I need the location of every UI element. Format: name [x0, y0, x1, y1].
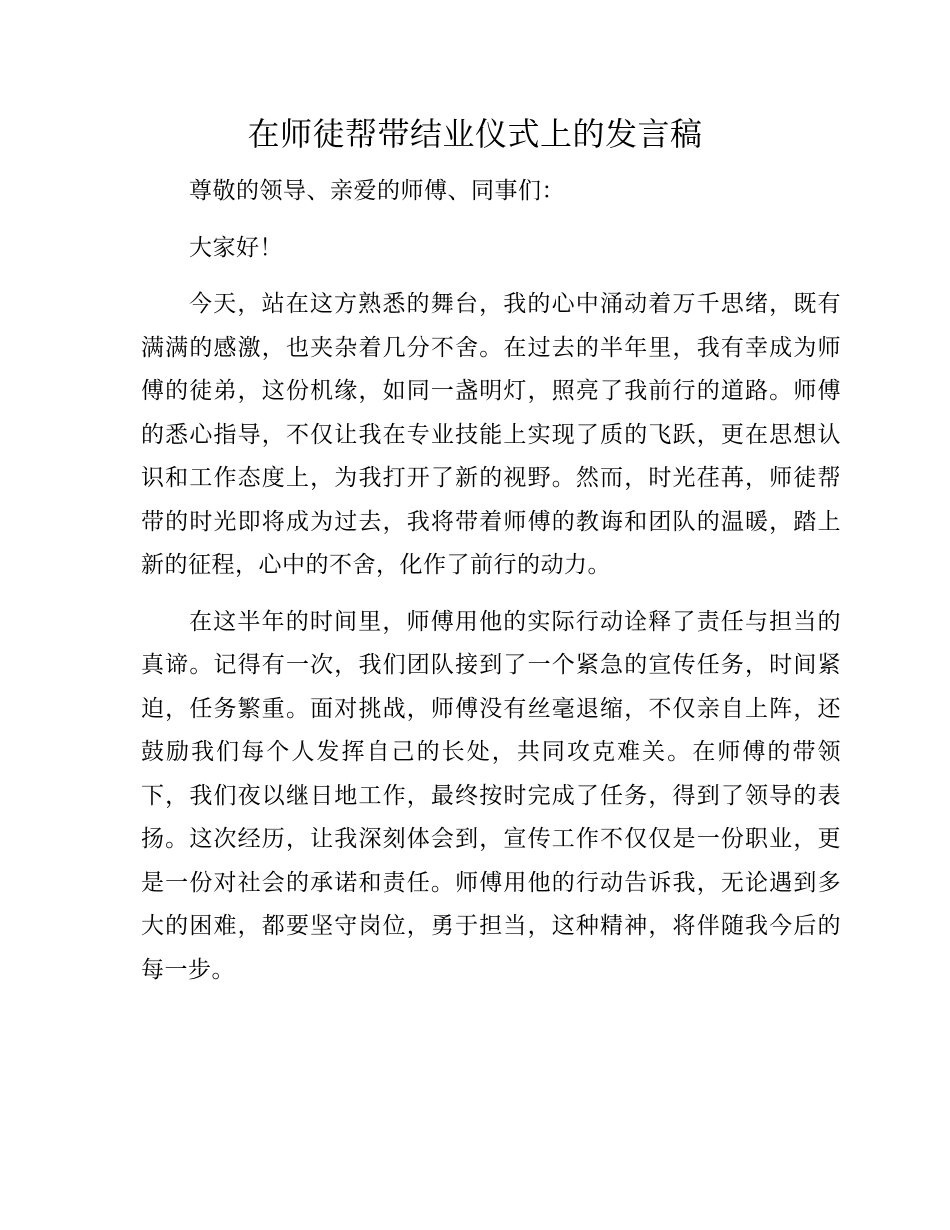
document-body [141, 170, 841, 992]
body-paragraph: 今天，站在这方熟悉的舞台，我的心中涌动着万千思绪，既有满满的感激，也夹杂着几分不舍。在过去的半年里，我有幸成为师傅的徒弟，这份机缘，如同一盏明灯，照亮了我前行的道路。师傅的悉心指导，不仅让我在专业技能上实现了质的飞跃，更在思想认识和工作态度上，为我打开了新的视野。然而，时光荏苒，师徒帮带的时光即将成为过去，我将带着师傅的教诲和团队的温暖，踏上新的征程，心中的不舍，化作了前行的动力。 [141, 291, 841, 578]
greeting: 大家好！ [189, 234, 283, 261]
body-paragraph: 在这半年的时间里，师傅用他的实际行动诠释了责任与担当的真谛。记得有一次，我们团队接到了一个紧急的宣传任务，时间紧迫，任务繁重。面对挑战，师傅没有丝毫退缩，不仅亲自上阵，还鼓励我们每个人发挥自己的长处，共同攻克难关。在师傅的带领下，我们夜以继日地工作，最终按时完成了任务，得到了领导的表扬。这次经历，让我深刻体会到，宣传工作不仅仅是一份职业，更是一份对社会的承诺和责任。师傅用他的行动告诉我，无论遇到多大的困难，都要坚守岗位，勇于担当，这种精神，将伴随我今后的每一步。 [141, 608, 841, 983]
document-title: 在师徒帮带结业仪式上的发言稿 [247, 115, 703, 153]
salutation: 尊敬的领导、亲爱的师傅、同事们： [189, 178, 565, 204]
